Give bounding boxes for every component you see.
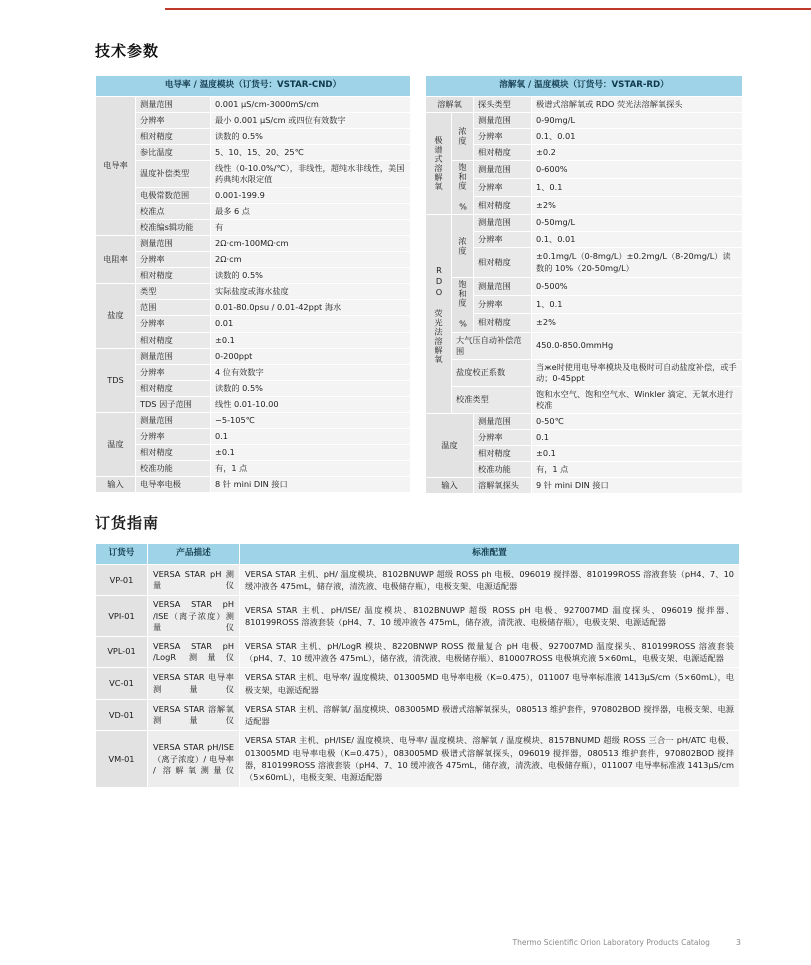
param-name: 相对精度 (474, 314, 532, 332)
param-name: 分辨率 (474, 430, 532, 446)
param-value: ±0.1 (532, 446, 743, 462)
table-row (96, 636, 740, 668)
param-name: 电极常数范围 (136, 187, 211, 203)
table-row-input (426, 478, 743, 494)
table-row (96, 332, 411, 348)
table-row (96, 144, 411, 160)
table-row (96, 96, 411, 112)
param-name: 大气压自动补偿范围 (452, 332, 532, 359)
subgroup-label-saturation: 饱和度 % (452, 160, 474, 215)
table-row (96, 187, 411, 203)
product-description: VERSA STAR pH /ISE（离子浓度）测量仪 (148, 596, 240, 636)
param-value: ±2% (532, 197, 743, 215)
group-label-input: 输入 (96, 477, 136, 493)
table-row (96, 731, 740, 787)
table-row (426, 430, 743, 446)
param-name: 温度补偿类型 (136, 160, 211, 187)
param-name: 探头类型 (474, 96, 532, 112)
param-name: 测量范围 (136, 348, 211, 364)
product-description: VERSA STAR pH /LogR 测量仪 (148, 636, 240, 668)
param-value: 0.1 (532, 430, 743, 446)
order-no: VPI-01 (96, 596, 148, 636)
param-value: 1、0.1 (532, 296, 743, 314)
product-description: VERSA STAR 电导率测量仪 (148, 668, 240, 700)
order-guide-table (95, 543, 740, 787)
param-name: 校准点 (136, 204, 211, 220)
table-row (96, 396, 411, 412)
param-value: ±0.1mg/L（0-8mg/L）±0.2mg/L（8-20mg/L）读数的 10%（20-50mg/L） (532, 247, 743, 277)
order-col-order-no: 订货号 (96, 544, 148, 565)
param-value: 0.01 (211, 316, 411, 332)
param-value: 0-90mg/L (532, 112, 743, 128)
param-value: 0.001-199.9 (211, 187, 411, 203)
subgroup-label-saturation: 饱和度 % (452, 277, 474, 332)
param-value: 最小 0.001 μS/cm 或四位有效数字 (211, 112, 411, 128)
table-row (426, 314, 743, 332)
param-name: 相对精度 (136, 128, 211, 144)
table-row (426, 332, 743, 359)
param-value: 读数的 0.5% (211, 128, 411, 144)
param-value: 饱和水空气、饱和空气水、Winkler 滴定、无氧水进行校准 (532, 386, 743, 413)
param-value: 有 (211, 220, 411, 236)
table-row (426, 96, 743, 112)
table-row (96, 380, 411, 396)
table-row (426, 160, 743, 178)
param-value: 有，1 点 (532, 462, 743, 478)
param-name: 分辨率 (136, 316, 211, 332)
group-label-polarographic: 极谱式溶解氧 (426, 112, 452, 215)
group-label-temperature: 温度 (426, 413, 474, 477)
param-value: 实际盐度或海水盐度 (211, 284, 411, 300)
param-value: 读数的 0.5% (211, 380, 411, 396)
param-name: 相对精度 (136, 332, 211, 348)
standard-config: VERSA STAR 主机、pH/ISE/ 温度模块、电导率/ 温度模块、溶解氧 / 温度模块、8157BNUMD 超级 ROSS 三合一 pH/ATC 电极、013005MD 电导率电极（K=0.475），083005MD 极谱式溶解氧探头，096019 搅拌器，080513 维护套件，970802BOD 搅拌器，810199ROSS 溶液套装（pH4、7、10 缓冲液各 475mL，储存液，清洗液、电极储存瓶），011007 电导率标准液 1413μS/cm（5×60mL），电极支架、电源适配器 (240, 731, 740, 787)
param-value: ±0.1 (211, 444, 411, 460)
table-row (96, 316, 411, 332)
page-footer (0, 938, 811, 947)
param-name: 分辨率 (474, 296, 532, 314)
table-row (96, 444, 411, 460)
table-row (96, 204, 411, 220)
param-value: −5-105℃ (211, 412, 411, 428)
group-label-salinity: 盐度 (96, 284, 136, 348)
group-label-tds: TDS (96, 348, 136, 412)
standard-config: VERSA STAR 主机、电导率/ 温度模块、013005MD 电导率电极（K=0.475），011007 电导率标准液 1413μS/cm（5×60mL），电极支架，电源适配器 (240, 668, 740, 700)
param-name: 相对精度 (474, 197, 532, 215)
order-header-row (96, 544, 740, 565)
left-table-title: 电导率 / 温度模块（订货号：VSTAR-CND） (96, 76, 411, 97)
param-name: 测量范围 (474, 112, 532, 128)
param-name: 分辨率 (136, 364, 211, 380)
table-row (426, 197, 743, 215)
param-name: 测量范围 (474, 413, 532, 429)
table-row (96, 668, 740, 700)
table-row (96, 236, 411, 252)
param-value: 0.1、0.01 (532, 128, 743, 144)
order-col-product: 产品描述 (148, 544, 240, 565)
conductivity-module-table (95, 75, 411, 493)
table-row (96, 596, 740, 636)
table-row (96, 252, 411, 268)
group-label-conductivity: 电导率 (96, 96, 136, 236)
param-name: 分辨率 (136, 428, 211, 444)
footer-note: Thermo Scientific Orion Laboratory Products Catalog (512, 938, 710, 947)
param-name: 盐度校正系数 (452, 359, 532, 386)
param-name: TDS 因子范围 (136, 396, 211, 412)
table-row (426, 386, 743, 413)
order-no: VM-01 (96, 731, 148, 787)
param-value: 0-500% (532, 277, 743, 295)
param-name: 校准功能 (136, 461, 211, 477)
param-value: 8 针 mini DIN 接口 (211, 477, 411, 493)
table-row (96, 428, 411, 444)
order-col-config: 标准配置 (240, 544, 740, 565)
param-name: 分辨率 (474, 231, 532, 247)
param-name: 相对精度 (136, 444, 211, 460)
table-row (96, 300, 411, 316)
param-value: 2Ω·cm (211, 252, 411, 268)
param-value: 有，1 点 (211, 461, 411, 477)
product-description: VERSA STAR 溶解氧测量仪 (148, 699, 240, 731)
param-value: 线性（0-10.0%/℃），非线性，超纯水非线性，美国药典纯水限定值 (211, 160, 411, 187)
param-name: 范围 (136, 300, 211, 316)
table-row (96, 128, 411, 144)
param-value: 当же时使用电导率模块及电极时可自动盐度补偿，或手动；0-45ppt (532, 359, 743, 386)
param-name: 测量范围 (136, 96, 211, 112)
table-row (426, 296, 743, 314)
table-row (96, 268, 411, 284)
param-value: 0.1、0.01 (532, 231, 743, 247)
param-name: 校准功能 (474, 462, 532, 478)
param-value: 0-50℃ (532, 413, 743, 429)
param-name: 参比温度 (136, 144, 211, 160)
param-name: 测量范围 (474, 215, 532, 231)
param-value: ±0.1 (211, 332, 411, 348)
order-no: VP-01 (96, 564, 148, 596)
dissolved-oxygen-module-table (425, 75, 743, 494)
order-guide-title: 订货指南 (95, 514, 160, 533)
standard-config: VERSA STAR 主机、溶解氧/ 温度模块、083005MD 极谱式溶解氧探头，080513 维护套件，970802BOD 搅拌器，电极支架、电源适配器 (240, 699, 740, 731)
group-label-do: 溶解氧 (426, 96, 474, 112)
param-name: 测量范围 (136, 412, 211, 428)
table-row (96, 112, 411, 128)
page-title: 技术参数 (95, 42, 160, 60)
param-value: 4 位有效数字 (211, 364, 411, 380)
param-name: 相对精度 (474, 144, 532, 160)
table-row (426, 277, 743, 295)
order-no: VC-01 (96, 668, 148, 700)
table-header-row (426, 76, 743, 97)
standard-config: VERSA STAR 主机、pH/ 温度模块、8102BNUWP 超级 ROSS ph 电极、096019 搅拌器、810199ROSS 溶液套装（pH4、7、10 缓冲液各 475mL，储存液，清洗液、电极储存瓶），电极支架、电源适配器 (240, 564, 740, 596)
group-label-temperature: 温度 (96, 412, 136, 476)
param-name: 校准编ѕ辑功能 (136, 220, 211, 236)
table-row (426, 446, 743, 462)
table-row (96, 364, 411, 380)
subgroup-label-concentration: 浓度 (452, 112, 474, 160)
table-row (96, 284, 411, 300)
table-row (96, 699, 740, 731)
subgroup-label-concentration: 浓度 (452, 215, 474, 278)
param-name: 相对精度 (136, 380, 211, 396)
table-row (96, 412, 411, 428)
standard-config: VERSA STAR 主机、pH/LogR 模块、8220BNWP ROSS 微量复合 pH 电极、927007MD 温度探头、810199ROSS 溶液套装（pH4、7、10 缓冲液各 475mL），储存液，清洗液、电极储存瓶）、810007ROSS 电极填充液 5×60mL，电极支架、电源适配器 (240, 636, 740, 668)
group-label-rdo: RDO 荧光法溶解氧 (426, 215, 452, 414)
param-value: 5、10、15、20、25℃ (211, 144, 411, 160)
param-name: 测量范围 (136, 236, 211, 252)
param-value: 9 针 mini DIN 接口 (532, 478, 743, 494)
table-row-input (96, 477, 411, 493)
product-description: VERSA STAR pH 测量仪 (148, 564, 240, 596)
standard-config: VERSA STAR 主机、pH/ISE/ 温度模块、8102BNUWP 超级 ROSS pH 电极、927007MD 温度探头、096019 搅拌器、810199ROSS 溶液套装（pH4、7、10 缓冲液各 475mL，储存液，清洗液、电极储存瓶），电极支架、电源适配器 (240, 596, 740, 636)
right-table-title: 溶解氧 / 温度模块（订货号：VSTAR-RD） (426, 76, 743, 97)
param-value: 最多 6 点 (211, 204, 411, 220)
group-label-input: 输入 (426, 478, 474, 494)
table-row (96, 160, 411, 187)
param-name: 相对精度 (136, 268, 211, 284)
table-row (426, 128, 743, 144)
table-row (96, 564, 740, 596)
param-name: 校准类型 (452, 386, 532, 413)
order-no: VD-01 (96, 699, 148, 731)
param-name: 测量范围 (474, 277, 532, 295)
param-name: 相对精度 (474, 446, 532, 462)
param-value: 1、0.1 (532, 179, 743, 197)
param-value: 0.001 μS/cm-3000mS/cm (211, 96, 411, 112)
table-row (426, 247, 743, 277)
spec-tables-row (95, 75, 741, 494)
table-row (426, 112, 743, 128)
table-header-row (96, 76, 411, 97)
param-name: 电导率电极 (136, 477, 211, 493)
param-name: 分辨率 (474, 128, 532, 144)
param-value: 0-600% (532, 160, 743, 178)
param-value: 线性 0.01-10.00 (211, 396, 411, 412)
table-row (426, 231, 743, 247)
param-value: 2Ω·cm-100MΩ·cm (211, 236, 411, 252)
table-row (96, 220, 411, 236)
param-value: ±0.2 (532, 144, 743, 160)
table-row (426, 462, 743, 478)
param-value: 450.0-850.0mmHg (532, 332, 743, 359)
table-row (96, 461, 411, 477)
param-value: 读数的 0.5% (211, 268, 411, 284)
param-name: 分辨率 (136, 252, 211, 268)
param-name: 类型 (136, 284, 211, 300)
param-value: 0-50mg/L (532, 215, 743, 231)
order-no: VPL-01 (96, 636, 148, 668)
param-value: 0.1 (211, 428, 411, 444)
table-row (426, 179, 743, 197)
product-description: VERSA STAR pH/ISE（离子浓度）/ 电导率 / 溶解氧测量仪 (148, 731, 240, 787)
group-label-resistivity: 电阻率 (96, 236, 136, 284)
table-row (426, 413, 743, 429)
table-row (426, 359, 743, 386)
table-row (426, 215, 743, 231)
table-row (96, 348, 411, 364)
param-name: 测量范围 (474, 160, 532, 178)
param-value: 极谱式溶解氧或 RDO 荧光法溶解氧探头 (532, 96, 743, 112)
param-value: 0.01-80.0psu / 0.01-42ppt 海水 (211, 300, 411, 316)
page-number: 3 (735, 938, 741, 947)
param-value: 0-200ppt (211, 348, 411, 364)
param-name: 分辨率 (474, 179, 532, 197)
table-row (426, 144, 743, 160)
param-name: 溶解氧探头 (474, 478, 532, 494)
param-name: 分辨率 (136, 112, 211, 128)
param-value: ±2% (532, 314, 743, 332)
param-name: 相对精度 (474, 247, 532, 277)
